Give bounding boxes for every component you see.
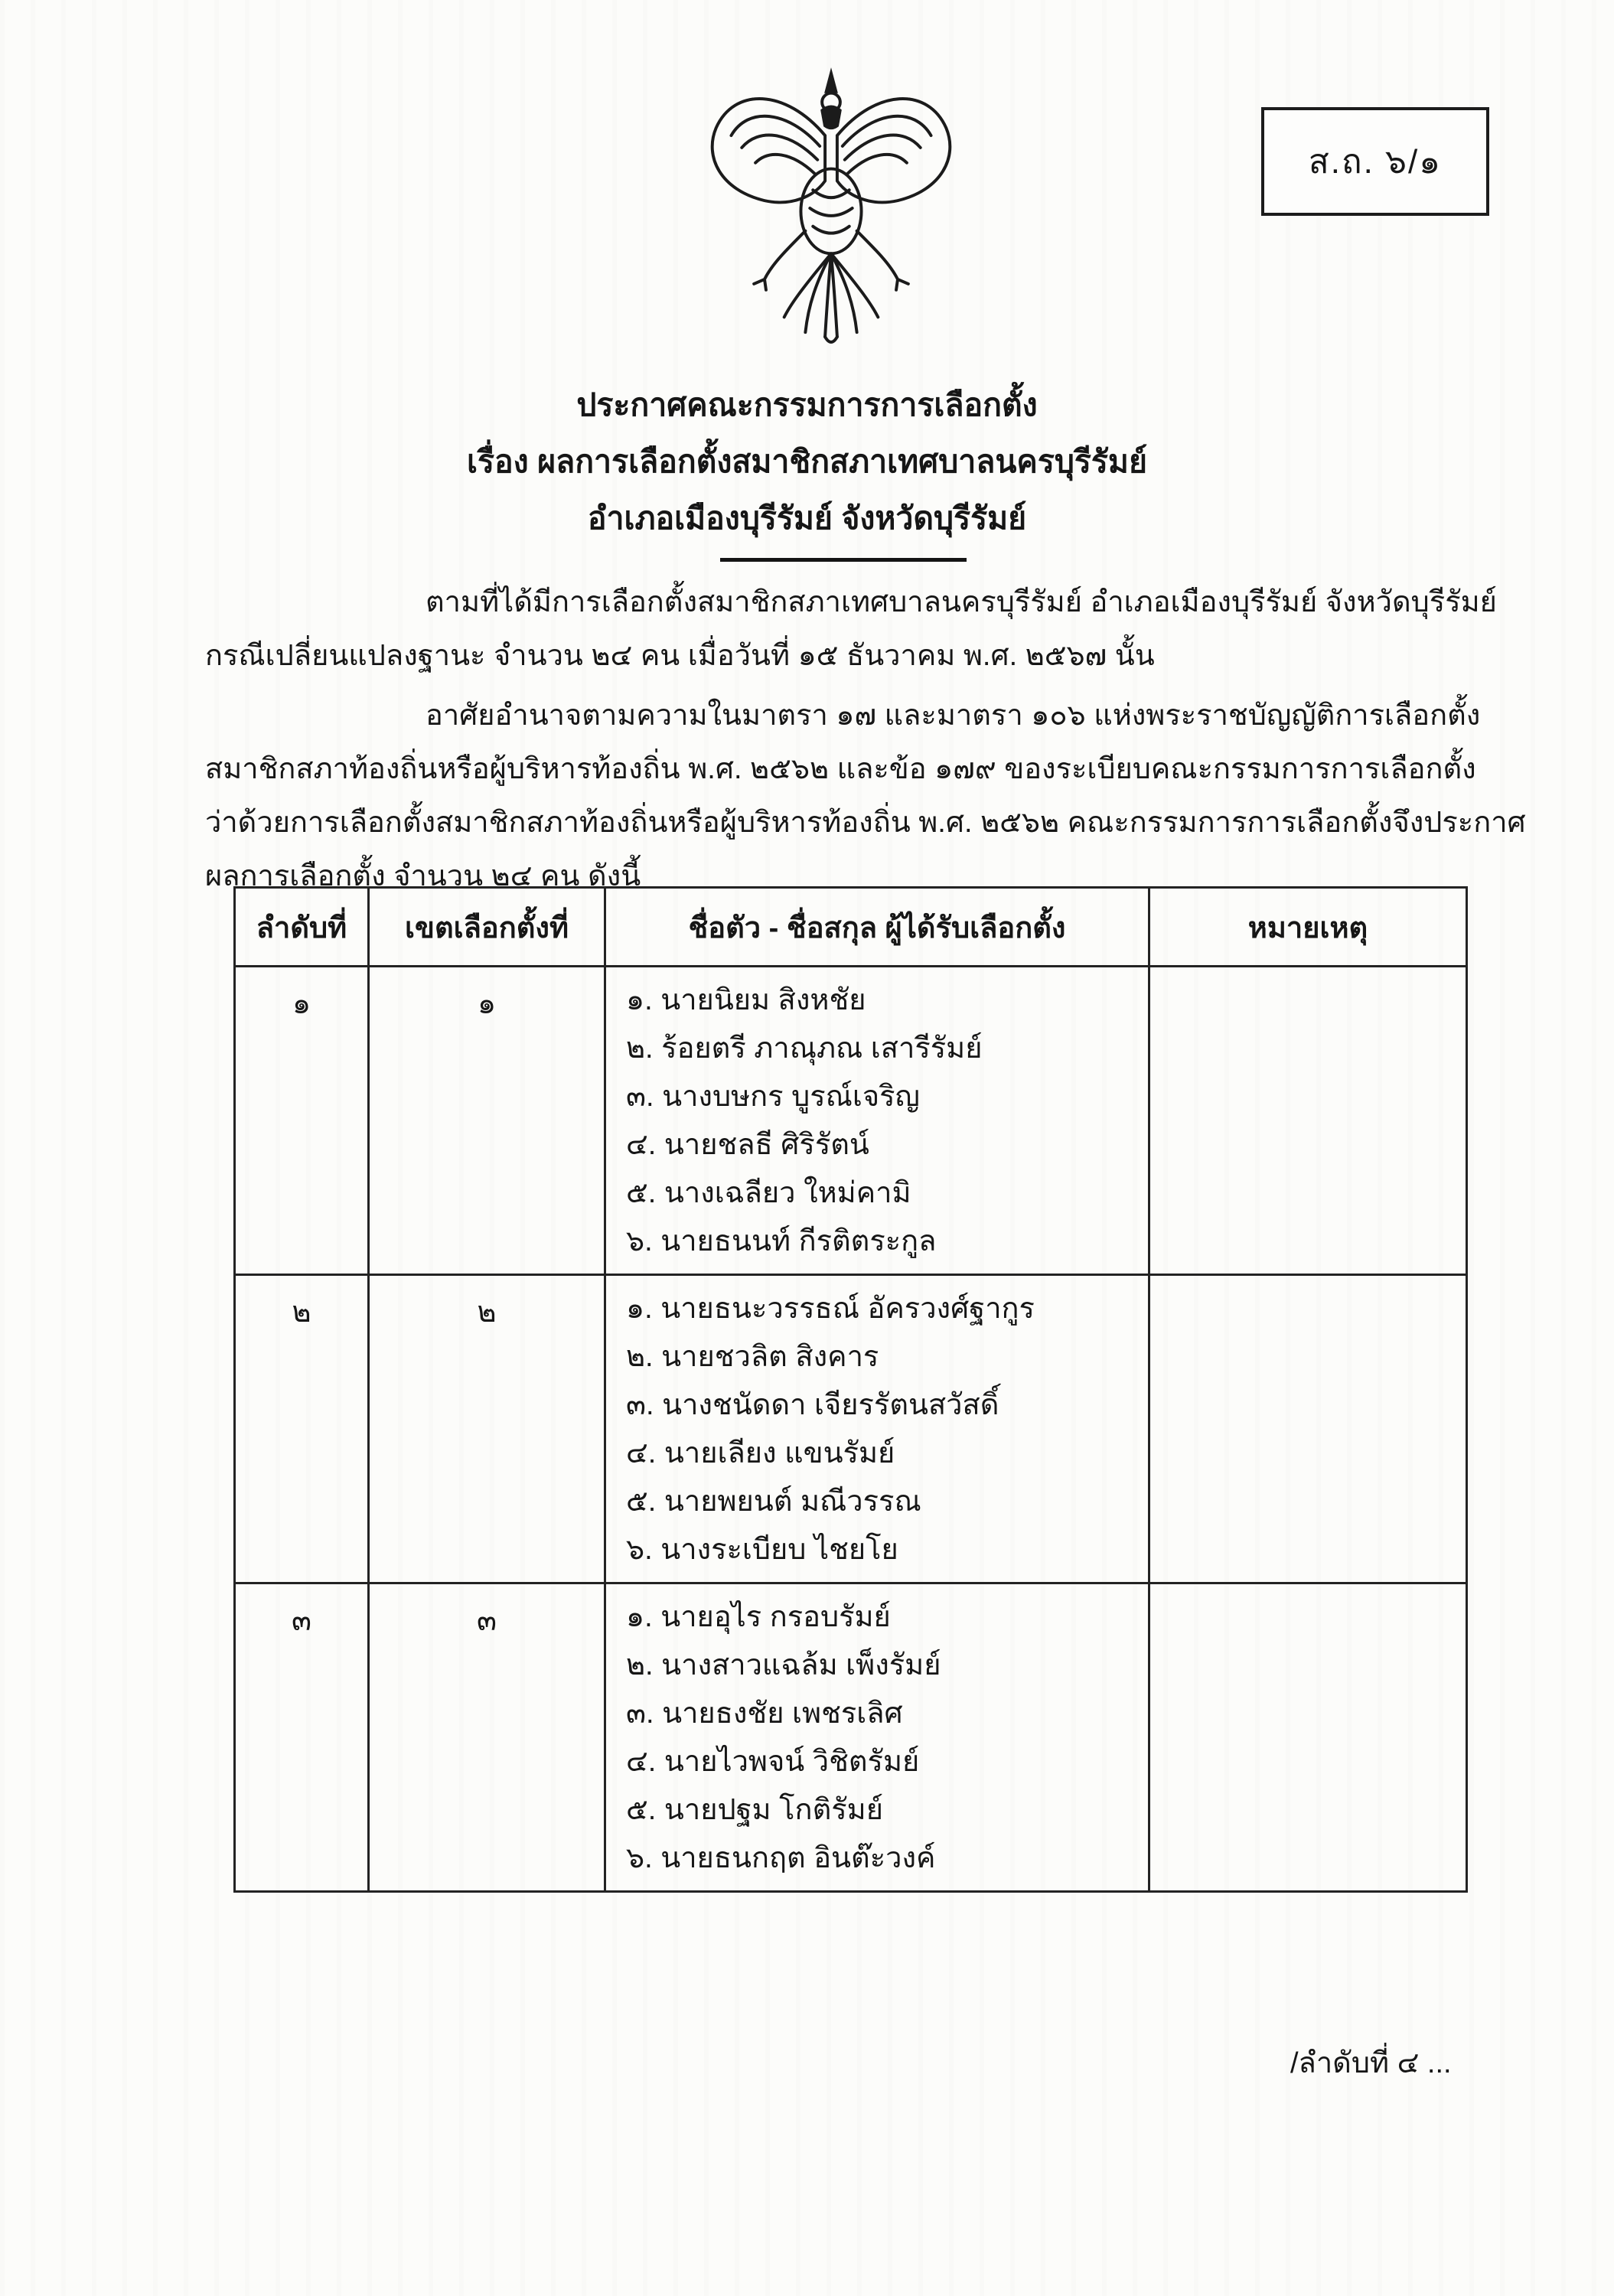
- order-number-cell: ๓: [235, 1583, 369, 1892]
- candidate-name: ๖. นายธนกฤต อินต๊ะวงค์: [626, 1842, 936, 1874]
- candidate-name: ๕. นางเฉลียว ใหม่คามิ: [626, 1177, 911, 1209]
- page-title-line-3: อำเภอเมืองบุรีรัมย์ จังหวัดบุรีรัมย์: [587, 501, 1027, 536]
- continuation-note: /ลำดับที่ ๔ ...: [1290, 2047, 1452, 2079]
- order-number-cell: ๑: [235, 967, 369, 1275]
- district-number-cell: ๓: [369, 1583, 605, 1892]
- results-table: [233, 886, 1468, 1893]
- candidate-name: ๑. นายอุไร กรอบรัมย์: [626, 1601, 891, 1633]
- candidate-name: ๖. นางระเบียบ ไชยโย: [626, 1534, 898, 1566]
- body-line: ผลการเลือกตั้ง จำนวน ๒๔ คน ดังนี้: [205, 860, 641, 892]
- page-title-line-1: ประกาศคณะกรรมการการเลือกตั้ง: [576, 387, 1038, 422]
- body-line: อาศัยอำนาจตามความในมาตรา ๑๗ และมาตรา ๑๐๖ แห่งพระราชบัญญัติการเลือกตั้ง: [426, 700, 1481, 732]
- district-number-cell: ๑: [369, 967, 605, 1275]
- candidate-name: ๓. นายธงชัย เพชรเลิศ: [626, 1698, 903, 1730]
- candidate-name: ๑. นายธนะวรรธณ์ อัครวงศ์ฐากูร: [626, 1293, 1035, 1325]
- remark-cell: [1149, 1583, 1467, 1892]
- page-title-line-2: เรื่อง ผลการเลือกตั้งสมาชิกสภาเทศบาลนครบุรีรัมย์: [467, 444, 1147, 479]
- body-line: ว่าด้วยการเลือกตั้งสมาชิกสภาท้องถิ่นหรือผู้บริหารท้องถิ่น พ.ศ. ๒๕๖๒ คณะกรรมการการเลือกตั้งจึงประกาศ: [205, 807, 1526, 839]
- body-line: ตามที่ได้มีการเลือกตั้งสมาชิกสภาเทศบาลนครบุรีรัมย์ อำเภอเมืองบุรีรัมย์ จังหวัดบุรีรัมย์: [426, 586, 1497, 618]
- candidate-name: ๒. ร้อยตรี ภาณุภณ เสารีรัมย์: [626, 1032, 983, 1065]
- table-row: [235, 967, 1467, 1275]
- title-divider: [720, 558, 967, 562]
- table-row: [235, 1275, 1467, 1583]
- form-code-label: ส.ถ. ๖/๑: [1308, 143, 1443, 181]
- candidate-name: ๓. นางชนัดดา เจียรรัตนสวัสดิ์: [626, 1389, 999, 1421]
- candidate-name: ๔. นายไวพจน์ วิชิตรัมย์: [626, 1746, 920, 1778]
- header-district: เขตเลือกตั้งที่: [369, 888, 605, 967]
- remark-cell: [1149, 967, 1467, 1275]
- header-order-number: ลำดับที่: [235, 888, 369, 967]
- results-table-body: [235, 967, 1467, 1892]
- results-table-header: [235, 888, 1467, 967]
- candidate-name: ๒. นายชวลิต สิงคาร: [626, 1341, 879, 1373]
- candidate-name: ๕. นายปฐม โกติรัมย์: [626, 1794, 883, 1826]
- garuda-emblem-icon: [695, 61, 967, 355]
- header-remarks: หมายเหตุ: [1149, 888, 1467, 967]
- order-number-cell: ๒: [235, 1275, 369, 1583]
- candidate-name: ๒. นางสาวแฉล้ม เพ็งรัมย์: [626, 1649, 941, 1681]
- candidate-name: ๖. นายธนนท์ กีรติตระกูล: [626, 1225, 937, 1257]
- candidate-names-cell: [605, 1275, 1149, 1583]
- table-row: [235, 1583, 1467, 1892]
- body-line: กรณีเปลี่ยนแปลงฐานะ จำนวน ๒๔ คน เมื่อวันที่ ๑๕ ธันวาคม พ.ศ. ๒๕๖๗ นั้น: [205, 640, 1155, 672]
- title-block: [0, 377, 1614, 546]
- body-text: [205, 576, 1526, 903]
- candidate-name: ๔. นายชลธี ศิริรัตน์: [626, 1129, 869, 1161]
- candidate-name: ๕. นายพยนต์ มณีวรรณ: [626, 1486, 921, 1518]
- candidate-name: ๔. นายเลียง แขนรัมย์: [626, 1437, 895, 1469]
- header-row: [235, 888, 1467, 967]
- remark-cell: [1149, 1275, 1467, 1583]
- candidate-names-cell: [605, 967, 1149, 1275]
- candidate-names-cell: [605, 1583, 1149, 1892]
- header-candidate-names: ชื่อตัว - ชื่อสกุล ผู้ได้รับเลือกตั้ง: [605, 888, 1149, 967]
- body-line: สมาชิกสภาท้องถิ่นหรือผู้บริหารท้องถิ่น พ.ศ. ๒๕๖๒ และข้อ ๑๗๙ ของระเบียบคณะกรรมการการเลือกตั้ง: [205, 753, 1476, 785]
- form-code-box: [1261, 107, 1489, 216]
- candidate-name: ๓. นางบษกร บูรณ์เจริญ: [626, 1081, 920, 1113]
- district-number-cell: ๒: [369, 1275, 605, 1583]
- candidate-name: ๑. นายนิยม สิงหชัย: [626, 984, 866, 1016]
